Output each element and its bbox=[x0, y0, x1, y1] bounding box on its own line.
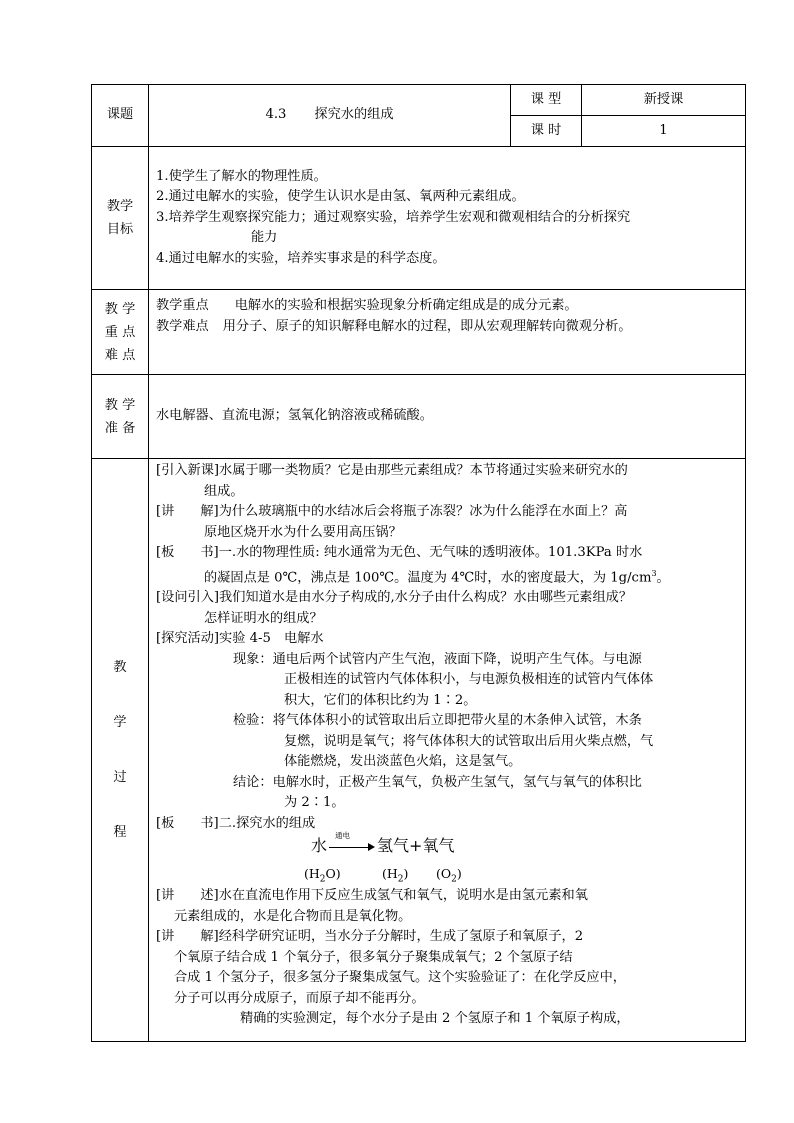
equation-product1: 氢气 bbox=[377, 836, 410, 856]
explore-tag: [探究活动] bbox=[156, 631, 220, 647]
conclusion-label: 结论： bbox=[233, 774, 273, 790]
board-tag: [板 书] bbox=[156, 545, 219, 560]
objective-item: 能力 bbox=[251, 230, 278, 246]
focus-label: 教 学 重 点 难 点 bbox=[92, 290, 149, 375]
narrate-tag: [讲 述] bbox=[156, 888, 219, 904]
type-label: 课 型 bbox=[511, 85, 582, 116]
last-line: 精确的实验测定，每个水分子是由 2 个氢原子和 1 个氧原子构成， bbox=[240, 1011, 630, 1027]
prep-label: 教 学 准 备 bbox=[92, 375, 149, 459]
objective-item: 2.通过电解水的实验，使学生认识水是由氢、氧两种元素组成。 bbox=[156, 189, 525, 205]
intro-tag: [引入新课] bbox=[156, 463, 220, 478]
board-tag: [板 书] bbox=[156, 815, 219, 831]
equation-product2: 氧气 bbox=[422, 836, 455, 856]
lesson-plan-table bbox=[91, 84, 746, 1042]
chemical-formulas: $(H_2O)$ $(H_2)$ $(O_2)$ bbox=[304, 866, 462, 885]
test-label: 检验： bbox=[233, 713, 273, 729]
process-content: [引入新课]水属于哪一类物质？它是由那些元素组成？本节将通过实验来研究水的 组成。 [讲 解]为什么玻璃瓶中的水结冰后会将瓶子冻裂？冰为什么能浮在水面上？高 原地区烧开水为什么要用高压锅？ [板 书]一.水的物理性质: 纯水通常为无色、无气味的透明液体。101.3KPa 时水 的凝固点是 0℃，沸点是 100℃。温度为 4℃时，水的密度最大，为 $1g/cm^3$。 [设问引入]我们知道水是由水分子构成的,水分子由什么构成？水由哪些元素组成？ 怎样证明水的组成？ [探究活动]实验 4-5 电解水 现象：通电后两个试管内产生气泡，液面下降，说明产生气体。与电源 正极相连的试管内气体体积小，与电源负极相连的试管内气体体 积大，它们的体积比约为 1∶2。 检验：将气体体积小的试管取出后立即把带火星的木条伸入试管，木条 复燃，说明是氧气；将气体体积大的试管取出后用火柴点燃，气 体能燃烧，发出淡蓝色火焰，这是氢气。 结论：电解水时，正极产生氧气，负极产生氢气，氢气与氧气的体积比 为 2∶1。 [板 书]二.探究水的组成 水 通电 氢气+氧气 $(H_2O)$ $(H_2)$ $(O_2)$ [讲 述]水在直流电作用下反应生成氢气和氧气，说明水是由氢元素和氧 元素组成的，水是化合物而且是氧化物。 [讲 解]经科学研究证明，当水分子分解时，生成了氢原子和氧原子，2 个氧原子结合成 1 个氧分子，很多氧分子聚集成氧气；2 个氢原子结 合成 1 个氢分子，很多氢分子聚集成氢气。这个实验验证了：在化学反应中， 分子可以再分成原子，而原子却不能再分。 精确的实验测定，每个水分子是由 2 个氢原子和 1 个氧原子构成， bbox=[149, 459, 746, 1042]
lecture-tag: [讲 解] bbox=[156, 929, 219, 945]
prep-text: 水电解器、直流电源；氢氧化钠溶液或稀硫酸。 bbox=[156, 408, 433, 424]
lesson-title: 探究水的组成 bbox=[314, 107, 394, 123]
type-value: 新授课 bbox=[582, 85, 746, 116]
lecture-tag: [讲 解] bbox=[156, 504, 219, 519]
objectives-label: 教学 目标 bbox=[92, 147, 149, 290]
hours-value: 1 bbox=[582, 116, 746, 147]
equation-reactant: 水 bbox=[311, 836, 328, 856]
reaction-arrow-icon: 通电 bbox=[329, 840, 375, 854]
question-tag: [设问引入] bbox=[156, 590, 220, 606]
electrolysis-equation: 水 通电 氢气+氧气 $(H_2O)$ $(H_2)$ $(O_2)$ bbox=[156, 836, 737, 886]
phenomenon-label: 现象： bbox=[233, 651, 273, 667]
focus-content bbox=[149, 290, 746, 375]
hours-label: 课 时 bbox=[511, 116, 582, 147]
difficult-point-text: 用分子、原子的知识解释电解水的过程，即从宏观理解转向微观分析。 bbox=[222, 318, 632, 334]
lesson-number: 4.3 bbox=[265, 107, 287, 123]
course-label: 课题 bbox=[92, 85, 149, 147]
difficult-point-label: 教学难点 bbox=[156, 318, 209, 334]
objective-item: 3.培养学生观察探究能力；通过观察实验，培养学生宏观和微观相结合的分析探究 bbox=[156, 209, 631, 225]
prep-content bbox=[149, 375, 746, 459]
objective-item: 4.通过电解水的实验，培养实事求是的科学态度。 bbox=[156, 250, 446, 266]
objective-item: 1.使学生了解水的物理性质。 bbox=[156, 168, 327, 184]
lesson-title-cell bbox=[149, 85, 511, 147]
objectives-content bbox=[149, 147, 746, 290]
key-point-label: 教学重点 bbox=[156, 298, 209, 313]
key-point-text: 电解水的实验和根据实验现象分析确定组成是的成分元素。 bbox=[234, 298, 578, 313]
process-label: 教 学 过 程 bbox=[92, 459, 149, 1042]
